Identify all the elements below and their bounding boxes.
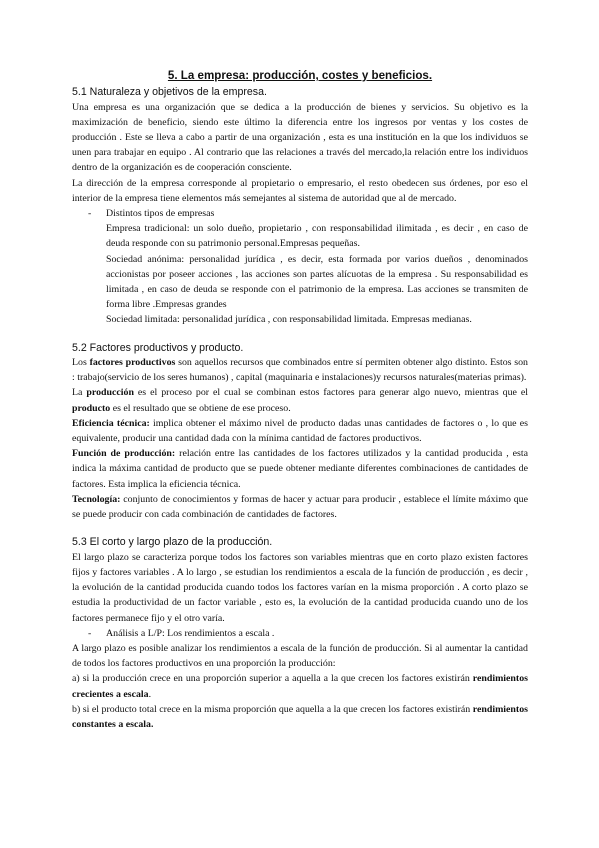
paragraph: Función de producción: relación entre las cantidades de los factores utilizados y la cantidad producida , esta indica la máxima cantidad de producto que se puede obtener mediante diferentes combinaciones de cantidades de factores. Esta implica la eficiencia técnica. — [72, 448, 528, 490]
list-item — [72, 206, 528, 221]
paragraph: Una empresa es una organización que se dedica a la producción de bienes y servicios. Su objetivo es la maximización de beneficio, siendo este último la diferencia entre los ingresos por ventas y los costes de producción . Este se lleva a cabo a partir de una organización , esta es una institución en la que los individuos se unen para trabajar en equipo . Al contrario que las relaciones a través del mercado,la relación entre los individuos dentro de la organización es de cooperación consciente. — [72, 101, 528, 174]
term-rendimientos-crecientes: rendimientos crecientes a escala — [72, 673, 528, 700]
paragraph: Los factores productivos son aquellos recursos que combinados entre sí permiten obtener algo distinto. Estos son : trabajo(servicio de los seres humanos) , capital (maquinaria e instalaciones)y recursos naturales(materias primas). — [72, 357, 528, 384]
paragraph: Eficiencia técnica: implica obtener el máximo nivel de producto dadas unas cantidades de factores o , lo que es equivalente, producir una cantidad dada con la mínima cantidad de factores productivos. — [72, 417, 528, 445]
term-funcion-produccion: Función de producción: — [72, 448, 176, 460]
paragraph: Tecnología: conjunto de conocimientos y formas de hacer y actuar para producir , establece el límite máximo que se puede producir con cada combinación de cantidades de factores. — [72, 493, 528, 521]
paragraph: A largo plazo es posible analizar los rendimientos a escala de la función de producción. Si al aumentar la cantidad de todos los factores productivos en una proporción la producción: — [72, 643, 528, 670]
paragraph: La dirección de la empresa corresponde al propietario o empresario, el resto obedecen sus órdenes, por eso el interior de la empresa tiene elementos más semejantes al sistema de autoridad que al de mercado. — [72, 177, 528, 204]
list-item-label: Análisis a L/P: Los rendimientos a escala . — [106, 627, 275, 639]
term-tecnologia: Tecnología: — [72, 493, 121, 505]
section-heading-5-3: 5.3 El corto y largo plazo de la producción. — [72, 536, 273, 549]
company-type-sl: Sociedad limitada: personalidad jurídica , con responsabilidad limitada. Empresas medianas. — [106, 314, 472, 326]
term-producto: producto — [72, 402, 111, 414]
term-eficiencia-tecnica: Eficiencia técnica: — [72, 417, 150, 429]
term-factores-productivos: factores productivos — [89, 357, 176, 369]
section-heading-5-2: 5.2 Factores productivos y producto. — [72, 341, 244, 354]
paragraph: a) si la producción crece en una proporción superior a aquella a la que crecen los factores existirán rendimientos crecientes a escala. — [72, 673, 528, 700]
company-type-sa: Sociedad anónima: personalidad jurídica , es decir, esta formada por varios dueños , denominados accionistas por poseer acciones , las acciones son partes alícuotas de la empresa . Su responsabilidad es limitada , en caso de deuda se responde con el patrimonio de la empresa. Las acciones se transmiten de forma libre .Empresas grandes — [106, 253, 528, 311]
section-heading-5-1: 5.1 Naturaleza y objetivos de la empresa. — [72, 86, 267, 98]
list-bullet: - — [88, 627, 92, 639]
document-title: 5. La empresa: producción, costes y beneficios. — [167, 69, 433, 82]
list-item-label: Distintos tipos de empresas — [106, 207, 215, 219]
document-page — [72, 68, 528, 732]
list-item — [72, 626, 528, 641]
company-type-traditional: Empresa tradicional: un solo dueño, propietario , con responsabilidad ilimitada , es decir , en caso de deuda responde con su patrimonio personal.Empresas pequeñas. — [106, 223, 528, 250]
paragraph: La producción es el proceso por el cual se combinan estos factores para generar algo nuevo, mientras que el producto es el resultado que se obtiene de ese proceso. — [72, 387, 528, 414]
company-types-list — [72, 206, 528, 328]
analysis-list — [72, 626, 528, 641]
paragraph: b) si el producto total crece en la misma proporción que aquella a la que crecen los factores existirán rendimientos constantes a escala. — [72, 703, 528, 731]
term-rendimientos-constantes: rendimientos constantes a escala. — [72, 703, 528, 731]
list-bullet: - — [88, 207, 92, 219]
term-produccion: producción — [86, 387, 134, 399]
paragraph: El largo plazo se caracteriza porque todos los factores son variables mientras que en corto plazo existen factores fijos y factores variables . A lo largo , se estudian los rendimientos a escala de la función de producción , es decir , la evolución de la cantidad producida cuando todos los factores varían en la misma proporción . A corto plazo se estudia la productividad de un factor variable , esto es, la evolución de la cantidad producida cuando uno de los factores permanece fijo y el otro varía. — [72, 551, 528, 624]
